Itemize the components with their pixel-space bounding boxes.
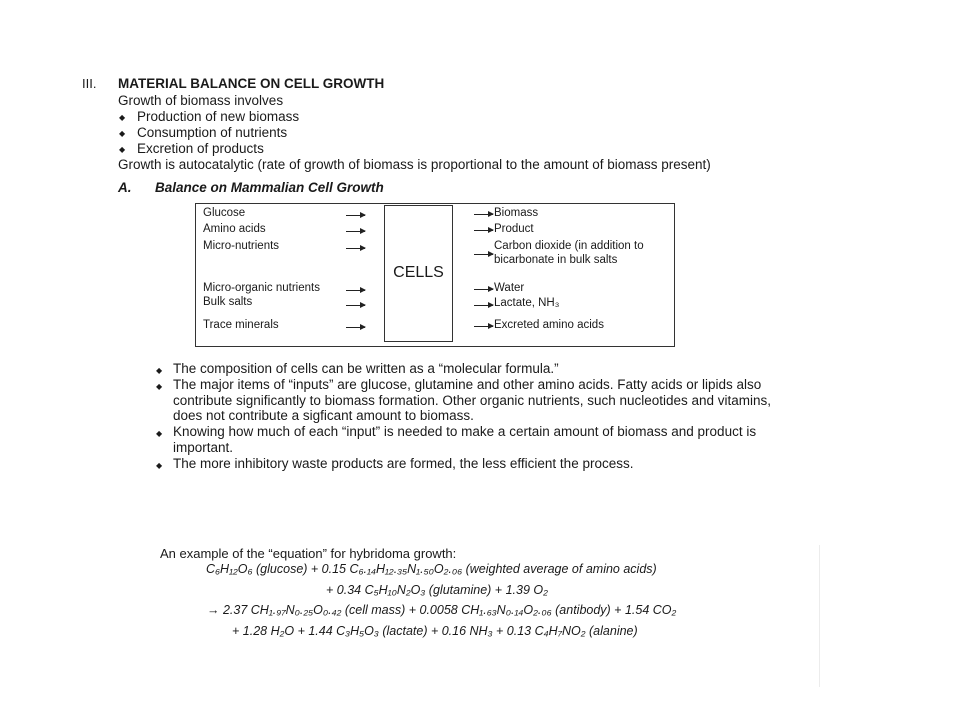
divider-line: [819, 545, 820, 687]
input-label: Glucose: [203, 207, 246, 219]
note-line: The major items of “inputs” are glucose, glutamine and other amino acids. Fatty acids or lipids also: [173, 377, 762, 392]
equation-line: + 1.28 H₂O + 1.44 C₃H₅O₃ (lactate) + 0.16 NH₃ + 0.13 C₄H₇NO₂ (alanine): [232, 624, 638, 638]
equation-line: → 2.37 CH₁.₉₇N₀.₂₅O₀.₄₂ (cell mass) + 0.0058 CH₁.₆₃N₀.₁₄O₂.₀₆ (antibody) + 1.54 CO₂: [207, 603, 677, 617]
input-arrow-icon: [346, 248, 365, 249]
output-arrow-icon: [474, 230, 493, 231]
list-item: Excretion of products: [137, 141, 264, 156]
subsection-letter: A.: [118, 180, 132, 195]
equation-line: + 0.34 C₅H₁₀N₂O₃ (glutamine) + 1.39 O₂: [326, 583, 548, 597]
note-line: Knowing how much of each “input” is needed to make a certain amount of biomass and product is: [173, 424, 757, 439]
intro-text: Growth of biomass involves: [118, 93, 284, 108]
output-label: Biomass: [494, 207, 539, 219]
subsection-title: Balance on Mammalian Cell Growth: [155, 180, 384, 195]
input-arrow-icon: [346, 327, 365, 328]
equation-line: C₆H₁₂O₆ (glucose) + 0.15 C₆.₁₄H₁₂.₃₅N₁.₅₀O₂.₀₆ (weighted average of amino acids): [206, 562, 657, 576]
section-number: III.: [82, 76, 97, 91]
output-arrow-icon: [474, 326, 493, 327]
note-line: The more inhibitory waste products are formed, the less efficient the process.: [173, 456, 634, 471]
equation-intro: An example of the “equation” for hybridoma growth:: [160, 546, 457, 561]
input-arrow-icon: [346, 305, 365, 306]
output-arrow-icon: [474, 254, 493, 255]
input-label: Bulk salts: [203, 296, 253, 308]
bullet-icon: ◆: [156, 429, 163, 438]
input-label: Micro-nutrients: [203, 240, 280, 252]
bullet-icon: ◆: [119, 129, 126, 138]
bullet-icon: ◆: [156, 382, 163, 391]
cells-label: CELLS: [393, 264, 444, 281]
output-label: Excreted amino acids: [494, 319, 604, 331]
bullet-icon: ◆: [119, 145, 126, 154]
output-label: bicarbonate in bulk salts: [494, 254, 618, 266]
note-line: contribute significantly to biomass formation. Other organic nutrients, such nucleotides and vitamins,: [173, 393, 772, 408]
output-arrow-icon: [474, 289, 493, 290]
autocatalytic-text: Growth is autocatalytic (rate of growth of biomass is proportional to the amount of biomass present): [118, 157, 711, 172]
section-title: MATERIAL BALANCE ON CELL GROWTH: [118, 76, 385, 91]
list-item: Consumption of nutrients: [137, 125, 288, 140]
bullet-icon: ◆: [156, 366, 163, 375]
list-item: Production of new biomass: [137, 109, 300, 124]
input-arrow-icon: [346, 215, 365, 216]
note-line: The composition of cells can be written as a “molecular formula.”: [173, 361, 559, 376]
input-label: Trace minerals: [203, 319, 279, 331]
input-label: Micro-organic nutrients: [203, 282, 320, 294]
bullet-icon: ◆: [156, 461, 163, 470]
output-arrow-icon: [474, 214, 493, 215]
output-label: Water: [494, 282, 525, 294]
output-arrow-icon: [474, 305, 493, 306]
input-arrow-icon: [346, 231, 365, 232]
input-label: Amino acids: [203, 223, 266, 235]
output-label: Carbon dioxide (in addition to: [494, 240, 644, 252]
bullet-icon: ◆: [119, 113, 126, 122]
output-label: Product: [494, 223, 534, 235]
note-line: important.: [173, 440, 234, 455]
input-arrow-icon: [346, 290, 365, 291]
note-line: does not contribute a sigficant amount to biomass.: [173, 408, 474, 423]
output-label: Lactate, NH₃: [494, 297, 560, 309]
